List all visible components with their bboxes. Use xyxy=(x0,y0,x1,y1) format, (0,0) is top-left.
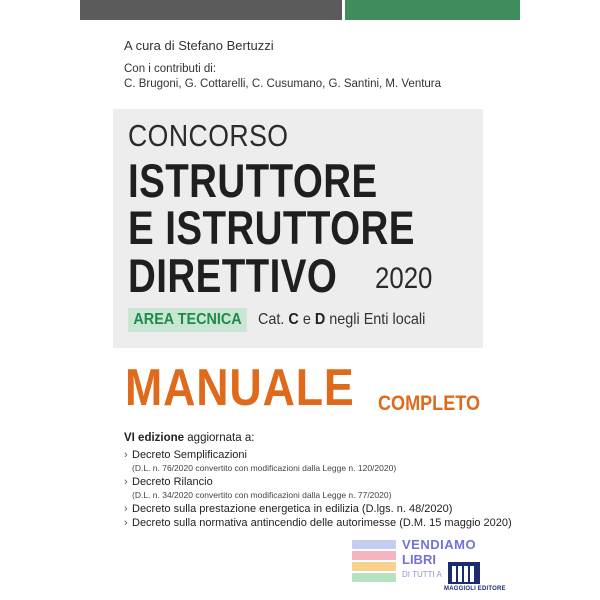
chevron-right-icon: › xyxy=(124,449,128,461)
publisher-name: MAGGIOLI EDITORE xyxy=(444,586,506,592)
cat-suffix: negli Enti locali xyxy=(329,311,426,328)
subtitle-manuale: MANUALE xyxy=(125,359,355,417)
update-note: (D.L. n. 76/2020 convertito con modificazioni dalla Legge n. 120/2020) xyxy=(132,463,397,473)
title-line-3: DIRETTIVO xyxy=(128,249,338,302)
update-title: Decreto sulla prestazione energetica in edilizia (D.lgs. n. 48/2020) xyxy=(132,503,453,515)
watermark-line-2: LIBRI xyxy=(402,552,436,567)
watermark-line-3: DI TUTTI A xyxy=(402,570,442,579)
books-stack-icon xyxy=(352,540,396,584)
area-badge: AREA TECNICA xyxy=(128,308,247,332)
update-title: Decreto Rilancio xyxy=(132,476,213,488)
title-concorso: CONCORSO xyxy=(128,118,289,153)
subtitle-completo: COMPLETO xyxy=(378,392,481,415)
edition-line xyxy=(124,432,254,444)
cat-e: e xyxy=(302,311,311,328)
update-title: Decreto Semplificazioni xyxy=(132,449,247,461)
cat-prefix: Cat. xyxy=(258,311,285,328)
edition-number: VI edizione xyxy=(124,432,185,444)
watermark-line-1: VENDIAMO xyxy=(402,537,477,552)
update-title: Decreto sulla normativa antincendio delle autorimesse (D.M. 15 maggio 2020) xyxy=(132,517,512,529)
contributors-names: C. Brugoni, G. Cottarelli, C. Cusumano, G. Santini, M. Ventura xyxy=(124,78,442,90)
list-item xyxy=(124,475,514,489)
list-item xyxy=(124,516,514,530)
category-line xyxy=(258,311,425,329)
chevron-right-icon: › xyxy=(124,503,128,515)
cover-top-bar-left xyxy=(80,0,342,20)
title-line-1: ISTRUTTORE xyxy=(128,154,378,207)
editor-credit: A cura di Stefano Bertuzzi xyxy=(124,38,274,53)
updates-list xyxy=(124,448,514,530)
chevron-right-icon: › xyxy=(124,476,128,488)
update-note: (D.L. n. 34/2020 convertito con modificazioni dalla Legge n. 77/2020) xyxy=(132,490,392,500)
contributors-label: Con i contributi di: xyxy=(124,63,217,75)
cat-d: D xyxy=(314,311,326,328)
title-line-2: E ISTRUTTORE xyxy=(128,201,415,254)
title-year: 2020 xyxy=(375,262,433,295)
edition-rest: aggiornata a: xyxy=(187,432,255,444)
cover-top-bar-right xyxy=(345,0,520,20)
chevron-right-icon: › xyxy=(124,517,128,529)
list-item xyxy=(124,502,514,516)
cat-c: C xyxy=(288,311,299,328)
list-item xyxy=(124,448,514,462)
